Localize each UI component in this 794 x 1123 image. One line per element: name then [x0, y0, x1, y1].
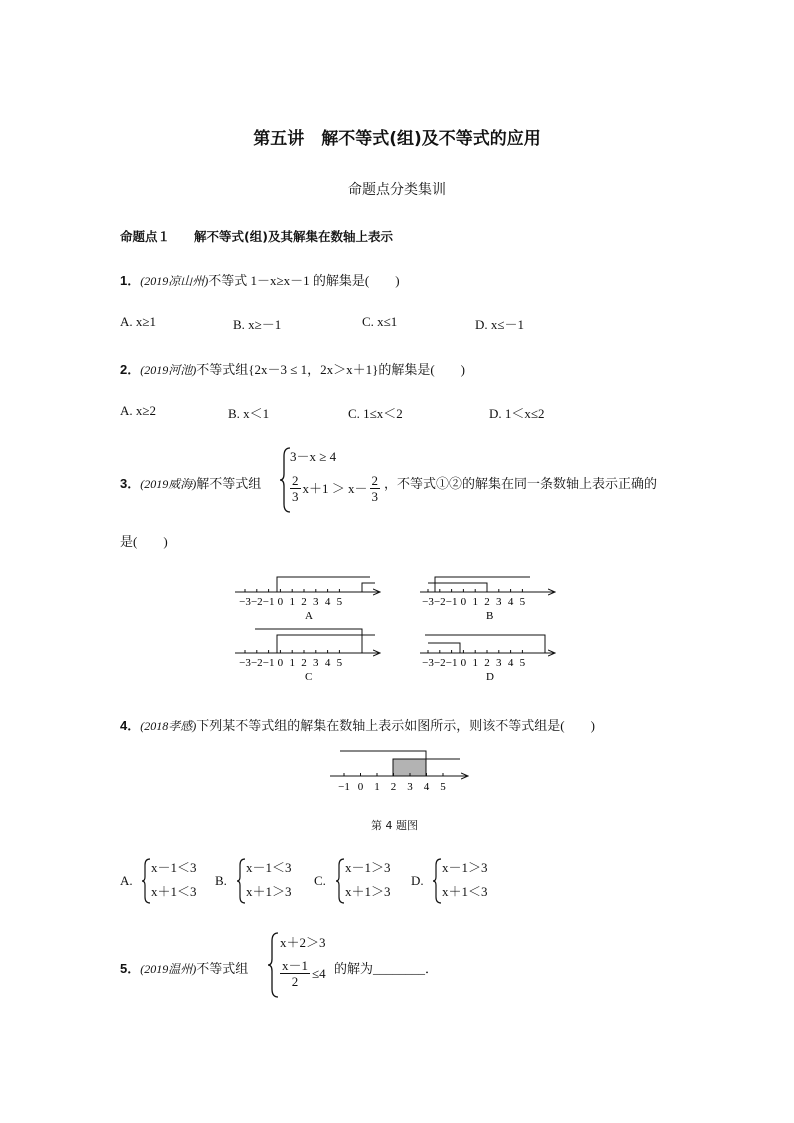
tick-label: −3 [422, 657, 434, 669]
tick-label: 5 [519, 596, 526, 608]
q3-stem-after: ，不等式①②的解集在同一条数轴上表示正确的 [384, 476, 658, 491]
tick-label: 2 [484, 657, 490, 669]
q4-option-a-line-2: x＋1＜3 [151, 884, 197, 899]
tick-label: −1 [445, 657, 458, 669]
q3-stem-end: 是( ) [120, 534, 168, 549]
q4-option-b-line-2: x＋1＞3 [246, 884, 292, 899]
question-2 [120, 359, 465, 378]
tick-label: 1 [289, 657, 295, 669]
q5-system-line-1: x＋2＞3 [280, 935, 326, 950]
question-number: 3． [120, 476, 141, 491]
fraction: $\frac{x-1}{2}$ [282, 958, 309, 989]
tick-label: −1 [445, 596, 458, 608]
tick-label: 0 [277, 657, 284, 669]
q2-option-c[interactable]: C. 1≤x＜2 [348, 406, 403, 421]
q4-option-b-line-1: x－1＜3 [246, 860, 292, 875]
tick-label: 3 [313, 657, 319, 669]
fraction: $\frac{2}{3}$ [371, 473, 379, 504]
question-stem: 下列某不等式组的解集在数轴上表示如图所示，则该不等式组是( ) [196, 718, 595, 733]
page-title: 第五讲 解不等式(组)及不等式的应用 [253, 129, 541, 149]
tick-label: 3 [313, 596, 319, 608]
question-number: 5． [120, 961, 141, 976]
question-stem: 不等式 1－x≥x－1 的解集是( ) [208, 273, 400, 288]
page-subtitle: 命题点分类集训 [348, 182, 446, 198]
q1-option-c[interactable]: C. x≤1 [362, 314, 398, 329]
question-source: (2019温州) [140, 962, 197, 976]
q3-figure-a[interactable] [235, 577, 380, 622]
figure-label: C [305, 671, 313, 683]
q3-figure-c[interactable] [235, 629, 380, 683]
question-number: 1． [120, 273, 141, 288]
q4-option-c-line-2: x＋1＞3 [345, 884, 391, 899]
tick-label: −3 [239, 657, 251, 669]
tick-label: 4 [507, 657, 514, 669]
q3-figure-d[interactable] [420, 635, 555, 683]
section-heading [120, 227, 393, 245]
question-number: 2． [120, 362, 141, 377]
q1-option-b[interactable]: B. x≥－1 [233, 317, 282, 332]
tick-label: 4 [507, 596, 514, 608]
tick-label: 4 [423, 781, 430, 793]
question-stem: 不等式组 [196, 961, 249, 976]
tick-label: 0 [357, 781, 364, 793]
q3-system-line-1: 3－x ≥ 4 [290, 449, 337, 464]
q4-figure [325, 745, 475, 795]
tick-label: −2 [250, 657, 263, 669]
question-stem: 不等式组{2x－3 ≤ 1，2x＞x＋1}的解集是( ) [196, 362, 466, 377]
q4-option-d-line-2: x＋1＜3 [442, 884, 488, 899]
tick-label: 3 [496, 657, 502, 669]
q4-option-a-label[interactable]: A. [120, 873, 133, 888]
tick-label: 1 [374, 781, 380, 793]
q1-option-a[interactable]: A. x≥1 [120, 314, 157, 329]
tick-label: 5 [336, 657, 343, 669]
tick-label: −3 [422, 596, 434, 608]
q4-option-c-label[interactable]: C. [314, 873, 326, 888]
question-source: (2019威海) [140, 477, 197, 491]
question-4 [120, 715, 595, 734]
q3-figures [230, 565, 570, 690]
q5-answer-blank[interactable]: 的解为________． [334, 961, 439, 976]
tick-label: 1 [289, 596, 295, 608]
tick-label: −1 [262, 657, 275, 669]
q4-option-a-line-1: x－1＜3 [151, 860, 197, 875]
q2-option-b[interactable]: B. x＜1 [228, 406, 270, 421]
tick-label: 5 [336, 596, 343, 608]
q2-option-d[interactable]: D. 1＜x≤2 [489, 406, 545, 421]
tick-label: −2 [250, 596, 263, 608]
q4-option-d-label[interactable]: D. [411, 873, 424, 888]
tick-label: 2 [301, 657, 307, 669]
question-source: (2019凉山州) [140, 274, 209, 288]
tick-label: −3 [239, 596, 251, 608]
tick-label: 5 [519, 657, 526, 669]
tick-label: 5 [440, 781, 446, 793]
tick-label: 1 [472, 596, 478, 608]
q1-option-d[interactable]: D. x≤－1 [475, 317, 525, 332]
figure-label: D [486, 671, 494, 683]
tick-label: 2 [390, 781, 397, 793]
q5-system-line-2: $\frac{x-1}{2}$ ≤4 [282, 958, 326, 989]
section-text: 解不等式(组)及其解集在数轴上表示 [194, 229, 393, 244]
question-source: (2018孝感) [140, 719, 197, 733]
tick-label: 0 [460, 596, 467, 608]
tick-label: 3 [407, 781, 413, 793]
question-number: 4． [120, 718, 141, 733]
tick-label: 4 [324, 596, 331, 608]
q4-option-c-line-1: x－1＞3 [345, 860, 391, 875]
question-stem: 解不等式组 [196, 476, 262, 491]
tick-label: 0 [277, 596, 284, 608]
tick-label: 2 [484, 596, 490, 608]
question-3 [120, 473, 261, 492]
question-source: (2019河池) [140, 363, 197, 377]
tick-label: 4 [324, 657, 331, 669]
q3-figure-b[interactable] [420, 577, 555, 622]
figure-label: A [305, 610, 313, 622]
question-1 [120, 270, 400, 289]
tick-label: −1 [262, 596, 275, 608]
q2-option-a[interactable]: A. x≥2 [120, 403, 157, 418]
fraction: $\frac{2}{3}$ [292, 473, 299, 504]
q3-system-line-2: $\frac{2}{3}$ x＋1 ＞ x－ $\frac{2}{3}$ [292, 473, 379, 504]
section-label: 命题点１ [120, 229, 171, 244]
q4-caption: 第 4 题图 [371, 819, 418, 832]
q4-option-b-label[interactable]: B. [215, 873, 227, 888]
tick-label: 2 [301, 596, 307, 608]
tick-label: −2 [433, 596, 446, 608]
q4-option-d-line-1: x－1＞3 [442, 860, 488, 875]
tick-label: 3 [496, 596, 502, 608]
tick-label: 1 [472, 657, 478, 669]
question-5 [120, 958, 248, 977]
tick-label: 0 [460, 657, 467, 669]
figure-label: B [486, 610, 494, 622]
tick-label: −2 [433, 657, 446, 669]
tick-label: −1 [338, 781, 350, 793]
